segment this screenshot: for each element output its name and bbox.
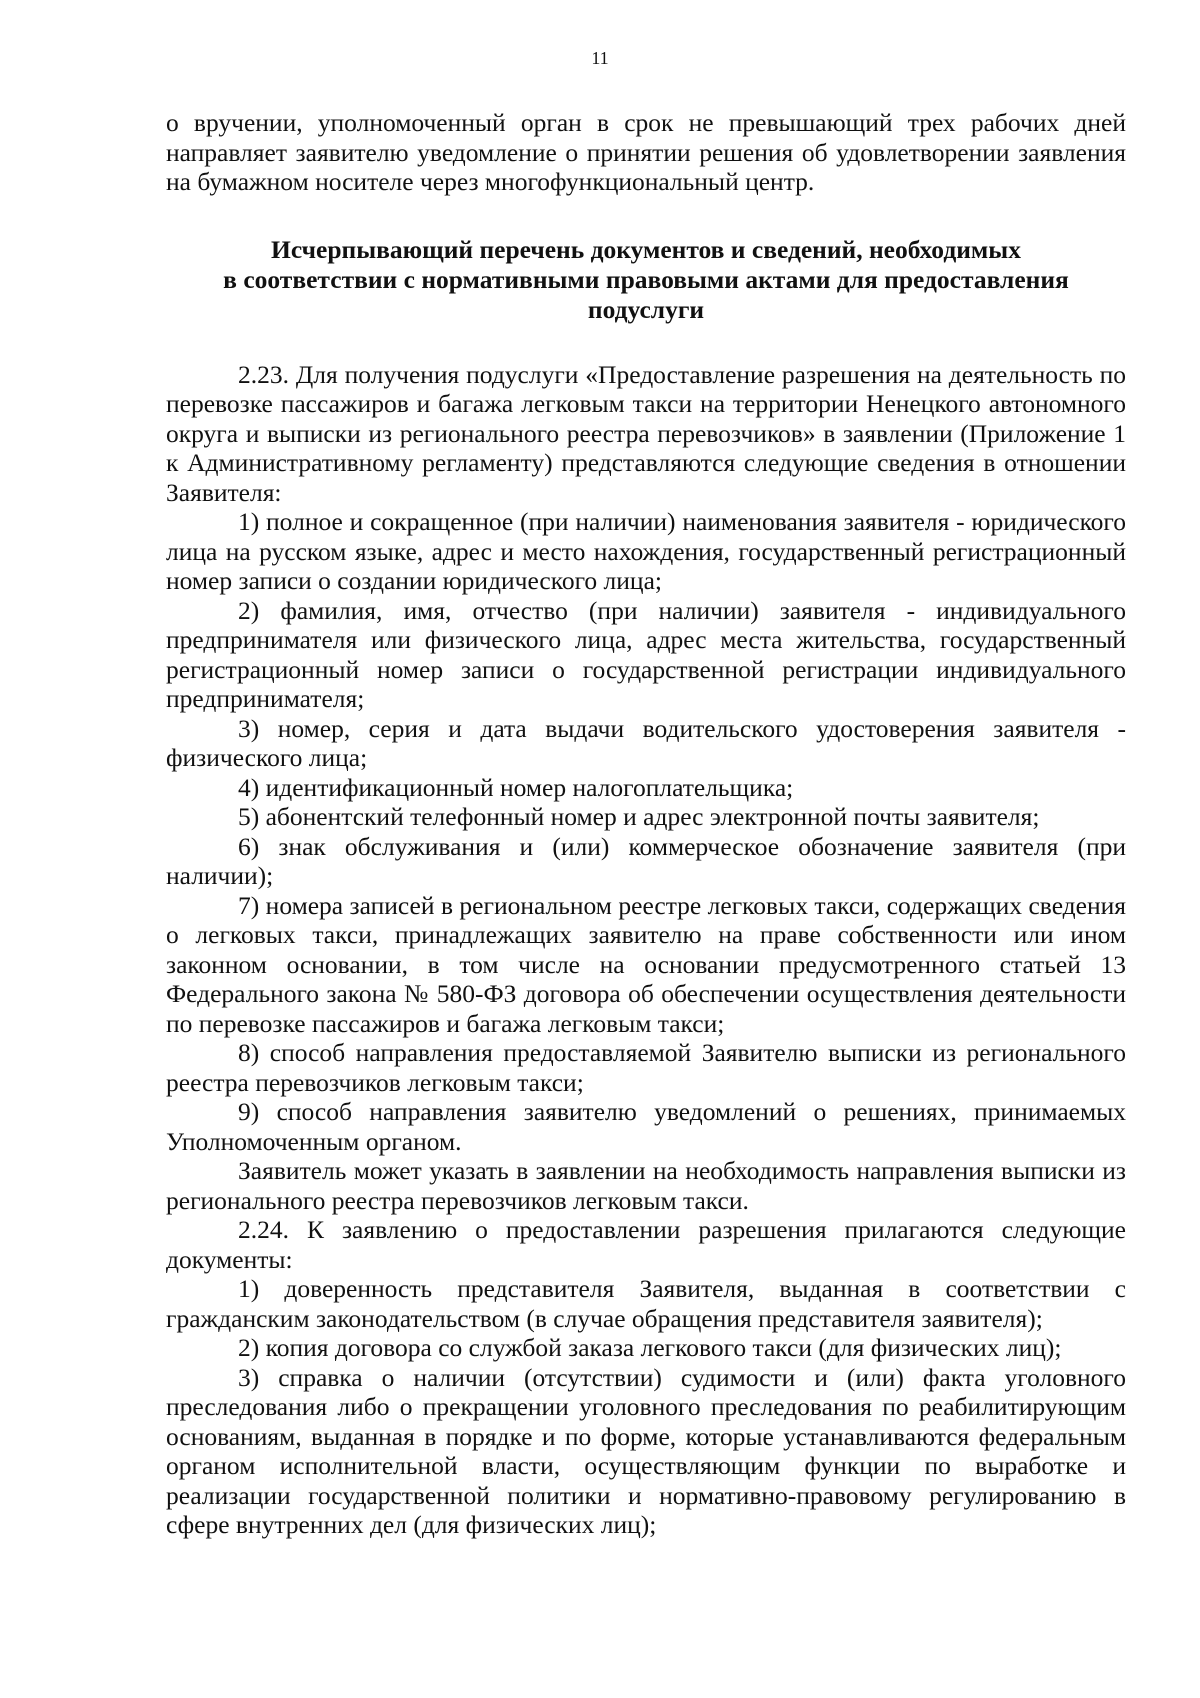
heading-line-3: подуслуги — [587, 294, 705, 324]
page-number: 11 — [591, 48, 609, 68]
list-item: 6) знак обслуживания и (или) коммерческое обозначение заявителя (при наличии); — [166, 831, 1126, 890]
section-heading — [166, 235, 1126, 325]
paragraph-2-24: 2.24. К заявлению о предоставлении разрешения прилагаются следующие документы: — [166, 1215, 1126, 1274]
list-item: 8) способ направления предоставляемой Заявителю выписки из регионального реестра перевозчиков легковым такси; — [166, 1038, 1126, 1097]
heading-line-2: в соответствии с нормативными правовыми актами для предоставления — [223, 264, 1069, 294]
heading-line-1: Исчерпывающий перечень документов и сведений, необходимых — [271, 234, 1021, 264]
list-item: 2) фамилия, имя, отчество (при наличии) заявителя - индивидуального предпринимателя или физического лица, адрес места жительства, государственный регистрационный номер записи о государственной регистрации индивидуального предпринимателя; — [166, 595, 1126, 713]
list-item: 5) абонентский телефонный номер и адрес электронной почты заявителя; — [238, 802, 1040, 831]
list-item: 1) полное и сокращенное (при наличии) наименования заявителя - юридического лица на русском языке, адрес и место нахождения, государственный регистрационный номер записи о создании юридического лица; — [166, 507, 1126, 595]
paragraph-note: Заявитель может указать в заявлении на необходимость направления выписки из регионального реестра перевозчиков легковым такси. — [166, 1156, 1126, 1215]
list-item: 2) копия договора со службой заказа легкового такси (для физических лиц); — [238, 1333, 1062, 1362]
list-item: 3) справка о наличии (отсутствии) судимости и (или) факта уголовного преследования либо о прекращении уголовного преследования по реабилитирующим основаниям, выданная в порядке и по форме, которые устанавливаются федеральным органом исполнительной власти, осуществляющим функции по выработке и реализации государственной политики и нормативно-правовому регулированию в сфере внутренних дел (для физических лиц); — [166, 1362, 1126, 1539]
paragraph-2-23: 2.23. Для получения подуслуги «Предоставление разрешения на деятельность по перевозке пассажиров и багажа легковым такси на территории Ненецкого автономного округа и выписки из регионального реестра перевозчиков» в заявлении (Приложение 1 к Административному регламенту) представляются следующие сведения в отношении Заявителя: — [166, 359, 1126, 507]
list-item: 4) идентификационный номер налогоплательщика; — [238, 772, 794, 802]
list-item: 7) номера записей в региональном реестре легковых такси, содержащих сведения о легковых такси, принадлежащих заявителю на праве собственности или ином законном основании, в том числе на основании предусмотренного статьей 13 Федерального закона № 580-ФЗ договора об обеспечении осуществления деятельности по перевозке пассажиров и багажа легковым такси; — [166, 890, 1126, 1038]
list-item: 1) доверенность представителя Заявителя, выданная в соответствии с гражданским законодательством (в случае обращения представителя заявителя); — [166, 1274, 1126, 1333]
intro-paragraph: о вручении, уполномоченный орган в срок не превышающий трех рабочих дней направляет заявителю уведомление о принятии решения об удовлетворении заявления на бумажном носителе через многофункциональный центр. — [166, 108, 1126, 196]
document-body — [166, 108, 1126, 1540]
list-item: 3) номер, серия и дата выдачи водительского удостоверения заявителя - физического лица; — [166, 713, 1126, 772]
list-item: 9) способ направления заявителю уведомлений о решениях, принимаемых Уполномоченным органом. — [166, 1097, 1126, 1156]
